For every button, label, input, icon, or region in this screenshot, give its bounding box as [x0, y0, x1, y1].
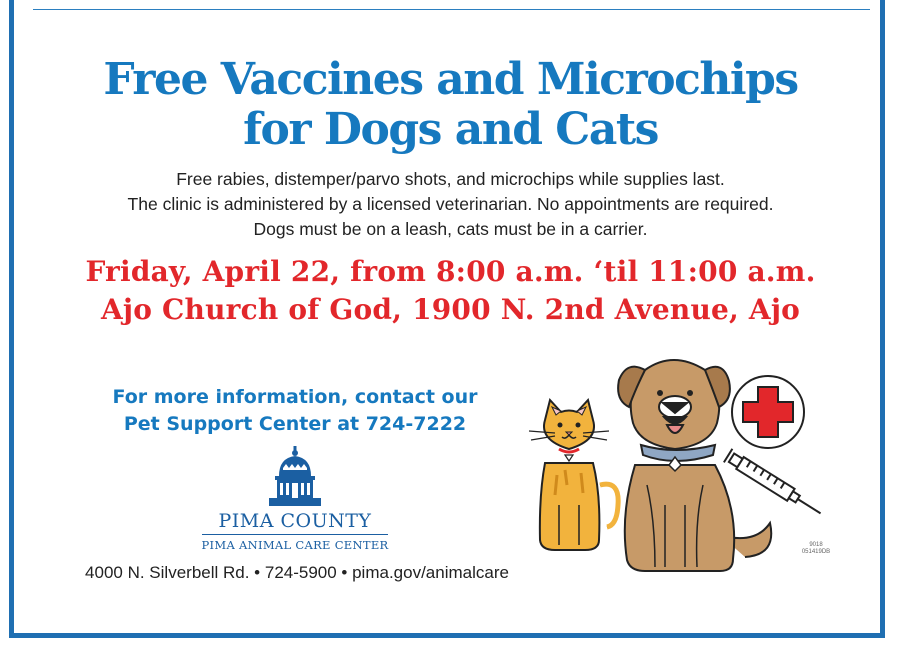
- address-phone-website: 4000 N. Silverbell Rd. • 724-5900 • pima.gov/animalcare: [85, 563, 509, 582]
- print-code-line-2: 051419DB: [801, 549, 831, 555]
- print-code-line-1: 9018: [809, 542, 823, 548]
- description-line-2: The clinic is administered by a licensed veterinarian. No appointments are required.: [127, 194, 774, 214]
- cat-illustration: [529, 400, 618, 550]
- event-date-time: Friday, April 22, from 8:00 a.m. ‘til 11:00 a.m.: [85, 255, 816, 288]
- animal-care-center-name: PIMA ANIMAL CARE CENTER: [201, 538, 389, 552]
- contact-info-line-2: Pet Support Center at 724-7222: [123, 413, 467, 435]
- top-divider: [33, 9, 870, 10]
- print-code: [792, 542, 840, 556]
- headline-line-1: Free Vaccines and Microchips: [103, 54, 798, 105]
- syringe-icon: [724, 449, 825, 520]
- pima-county-wordmark: PIMA COUNTY: [218, 510, 372, 532]
- logo-divider: [202, 534, 388, 535]
- courthouse-dome-logo-icon: [265, 446, 325, 510]
- headline-line-2: for Dogs and Cats: [243, 104, 658, 155]
- pets-illustration: [515, 345, 835, 585]
- description-line-1: Free rabies, distemper/parvo shots, and microchips while supplies last.: [176, 169, 725, 189]
- red-cross-icon: [732, 376, 804, 448]
- event-location: Ajo Church of God, 1900 N. 2nd Avenue, Ajo: [100, 293, 801, 326]
- description-line-3: Dogs must be on a leash, cats must be in a carrier.: [253, 219, 648, 239]
- contact-info-line-1: For more information, contact our: [112, 386, 478, 408]
